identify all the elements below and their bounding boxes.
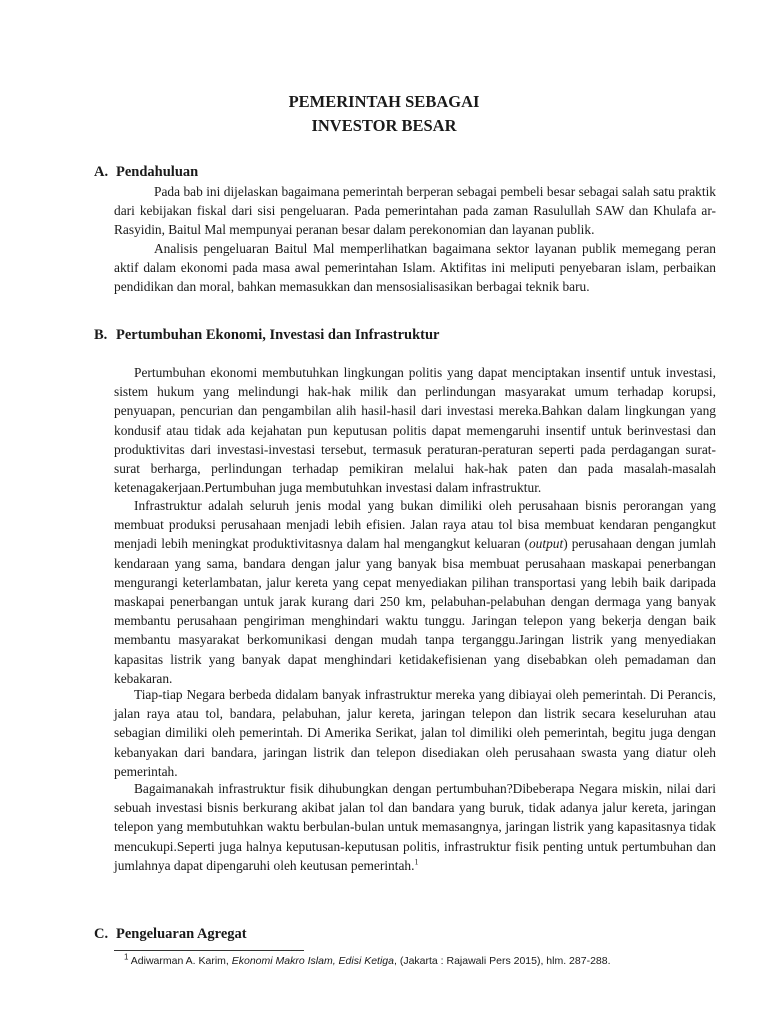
footnote-author: Adiwarman A. Karim, (128, 955, 232, 967)
section-a-title: Pendahuluan (116, 164, 199, 180)
footnote-mark: 1 (124, 952, 129, 962)
section-a-heading (94, 162, 198, 182)
section-b-paragraph-2 (114, 496, 716, 688)
footnote (124, 954, 724, 968)
section-c-number: C. (94, 926, 109, 942)
section-b-p2-text-a: Infrastruktur adalah seluruh jenis modal yang bukan dimiliki oleh perusahaan bisnis perorangan yang membuat produksi perusahaan menjadi lebih efisien. Jalan raya atau tol bisa membuat kendaran pengangkut menjadi lebih meningkat produktivitasnya dalam hal mengangkut keluaran ( (114, 498, 716, 552)
section-a-paragraph-2: Analisis pengeluaran Baitul Mal memperlihatkan bagaimana sektor layanan publik memegang peran aktif dalam ekonomi pada masa awal pemerintahan Islam. Aktifitas ini meliputi penyebaran islam, perbaikan pendidikan dan moral, bahkan memasukkan dan mensosialisasikan berbagai teknik baru. (114, 241, 716, 295)
page-title (0, 90, 768, 138)
section-a-paragraph-1: Pada bab ini dijelaskan bagaimana pemerintah berperan sebagai pembeli besar sebagai salah satu praktik dari kebijakan fiskal dari sisi pengeluaran. Pada pemerintahan pada zaman Rasulullah SAW dan Khulafa ar- Rasyidin, Baitul Mal mempunyai peranan besar dalam perekonomian dan layanan publik. (114, 184, 716, 238)
output-term: output (528, 536, 564, 552)
section-b-paragraph-3: Tiap-tiap Negara berbeda didalam banyak infrastruktur mereka yang dibiayai oleh pemerintah. Di Perancis, jalan raya atau tol, bandara, pelabuhan, jalur kereta, jaringan telepon dan listrik secara keseluruhan atau sebagian dimiliki oleh pemerintah. Di Amerika Serikat, jalan tol dimiliki oleh pemerintah, begitu juga dengan kebanyakan dari bandara, jaringan listrik dan telepon disediakan oleh perusahaan swasta yang diatur oleh pemerintah. (114, 687, 716, 779)
section-c-title: Pengeluaran Agregat (116, 926, 247, 942)
section-b-paragraph-1: Pertumbuhan ekonomi membutuhkan lingkungan politis yang dapat menciptakan insentif untuk investasi, sistem hukum yang melindungi hak-hak milik dan perlindungan masyarakat umum terhadap korupsi, penyuapan, pencurian dan pengambilan alih hasil-hasil dari investasi mereka.Bahkan dalam lingkungan yang kondusif atau tidak ada kejahatan pun keputusan politis dapat memengaruhi insentif untuk berinvestasi dan produktivitas dari investasi-investasi tersebut, termasuk peraturan-peraturan seperti pada perdagangan surat-surat berharga, perlindungan terhadap pemikiran melalui hak-hak paten dan pada masalah-masalah ketenagakerjaan.Pertumbuhan juga membutuhkan investasi dalam infrastruktur. (114, 365, 716, 496)
section-b-p2-text-b: ) perusahaan dengan jumlah kendaraan yang sama, bandara dengan jalur yang banyak bisa membuat perusahaan maskapai penerbangan mengurangi keterlambatan, jalur kereta yang cepat menyediakan pilihan transportasi yang lebih baik daripada maskapai penerbangan untuk jarak kurang dari 250 km, pelabuhan-pelabuhan dengan dermaga yang banyak membantu perusahaan pengiriman menghindari waktu tunggu. Jaringan telepon yang bekerja dengan baik membantu masyarakat berkomunikasi dengan mudah tanpa terganggu.Jaringan listrik yang menyediakan kapasitas listrik yang banyak dapat menghindari ketidakefisienan yang disebabkan oleh pemadaman dan kebakaran. (114, 536, 716, 686)
section-a-number: A. (94, 164, 109, 180)
section-b-title: Pertumbuhan Ekonomi, Investasi dan Infrastruktur (116, 327, 440, 343)
title-line-1: PEMERINTAH SEBAGAI (288, 92, 480, 111)
section-c-heading (94, 924, 247, 944)
section-b-heading (94, 325, 440, 345)
footnote-divider (114, 950, 304, 951)
footnote-publication: , (Jakarta : Rajawali Pers 2015), hlm. 287-288. (393, 955, 611, 967)
title-line-2: INVESTOR BESAR (311, 116, 457, 135)
footnote-book-title: Ekonomi Makro Islam, Edisi Ketiga (231, 955, 394, 967)
section-b-p4-text: Bagaimanakah infrastruktur fisik dihubungkan dengan pertumbuhan?Dibeberapa Negara miskin, nilai dari sebuah investasi bisnis berkurang akibat jalan tol dan bandara yang buruk, tidak adanya jalur kereta, jaringan telepon yang membutuhkan waktu berbulan-bulan untuk memasangnya, jaringan listrik yang kapasitasnya tidak mencukupi.Seperti juga halnya keputusan-keputusan politis, infrastruktur fisik penting untuk pertumbuhan dan jumlahnya dapat dipengaruhi oleh keutusan pemerintah. (114, 781, 716, 873)
footnote-reference: 1 (414, 857, 419, 867)
section-b-number: B. (94, 327, 108, 343)
section-b-paragraph-4 (114, 779, 716, 875)
